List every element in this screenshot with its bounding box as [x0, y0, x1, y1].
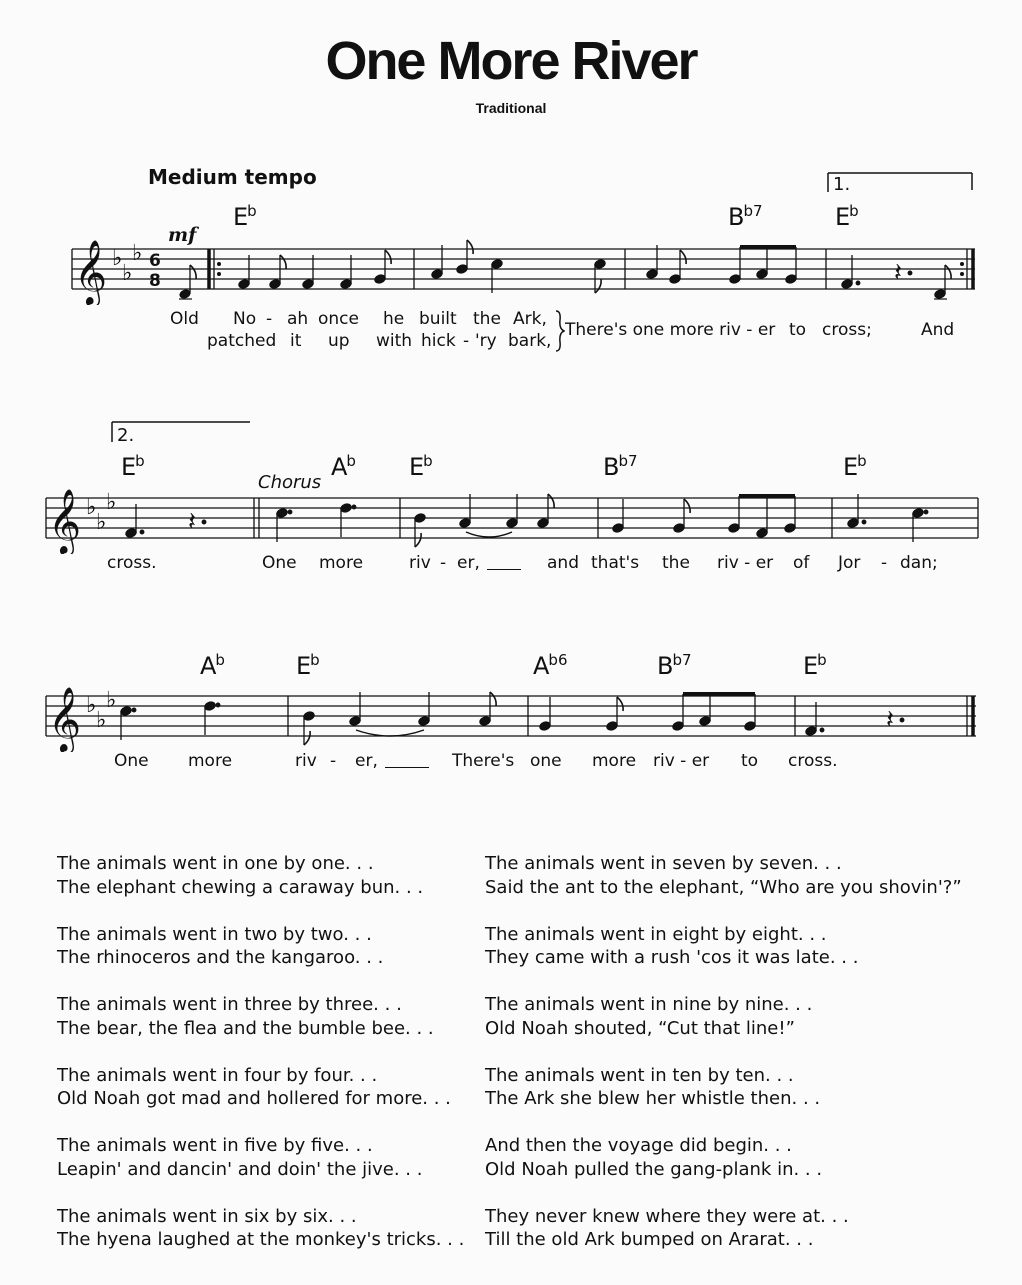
- verse-stanza: The animals went in five by five. . . Leapin' and dancin' and doin' the jive. . .: [57, 1135, 423, 1180]
- chord-symbol: $B^{b7}$: [728, 202, 763, 231]
- svg-text:♭: ♭: [86, 495, 97, 520]
- svg-text:♭: ♭: [86, 693, 97, 718]
- chord-symbol: $E^b$: [296, 651, 320, 680]
- verse-stanza: The animals went in one by one. . . The elephant chewing a caraway bun. . .: [57, 853, 424, 898]
- chord-symbol: $E^b$: [843, 452, 867, 481]
- svg-text:♭: ♭: [122, 261, 133, 286]
- chord-symbol: $A^{b6}$: [533, 651, 568, 680]
- svg-text:𝄽: 𝄽: [886, 705, 894, 735]
- verse-stanza: They never knew where they were at. . . Till the old Ark bumped on Ararat. . .: [485, 1205, 849, 1250]
- verse-stanza: The animals went in six by six. . . The hyena laughed at the monkey's tricks. . .: [57, 1205, 465, 1250]
- chord-symbol: $E^b$: [835, 202, 859, 231]
- svg-text:♭: ♭: [96, 708, 107, 733]
- svg-text:𝄽: 𝄽: [894, 258, 902, 288]
- song-title: One More River: [325, 31, 697, 91]
- melisma-line: [385, 767, 429, 768]
- second-ending-bracket: [0, 416, 300, 446]
- chord-symbol: $E^b$: [233, 202, 257, 231]
- svg-text:♭: ♭: [106, 490, 117, 515]
- verses-right-column: [485, 852, 985, 1275]
- chord-symbol: $B^{b7}$: [603, 452, 638, 481]
- svg-text:𝄞: 𝄞: [74, 240, 108, 305]
- staff-system-3: [0, 672, 1022, 752]
- brace-icon: [553, 309, 565, 353]
- melisma-line: [487, 569, 521, 570]
- tempo-marking: Medium tempo: [148, 165, 317, 189]
- svg-text:♭: ♭: [96, 510, 107, 535]
- verse-stanza: The animals went in four by four. . . Old Noah got mad and hollered for more. . .: [57, 1064, 451, 1109]
- svg-text:♭: ♭: [112, 246, 123, 271]
- chord-symbol: $B^{b7}$: [657, 651, 692, 680]
- svg-text:6: 6: [149, 251, 161, 271]
- verse-stanza: The animals went in seven by seven. . . Said the ant to the elephant, “Who are you shovin'?”: [485, 853, 962, 898]
- chord-symbol: $A^b$: [331, 452, 356, 481]
- svg-text:𝄽: 𝄽: [188, 507, 196, 537]
- verse-stanza: The animals went in ten by ten. . . The Ark she blew her whistle then. . .: [485, 1064, 821, 1109]
- svg-text:8: 8: [149, 271, 161, 291]
- svg-text:𝄞: 𝄞: [48, 489, 82, 554]
- svg-text:♭: ♭: [106, 688, 117, 713]
- first-ending-label: 1.: [833, 174, 851, 195]
- verse-stanza: The animals went in nine by nine. . . Old Noah shouted, “Cut that line!”: [485, 994, 813, 1039]
- chord-symbol: $A^b$: [200, 651, 225, 680]
- first-ending-bracket: [0, 168, 1022, 198]
- svg-text:𝄞: 𝄞: [48, 687, 82, 752]
- svg-text:♭: ♭: [132, 241, 143, 266]
- verses-left-column: [57, 852, 487, 1275]
- chord-symbol: $E^b$: [121, 452, 145, 481]
- verse-stanza: The animals went in eight by eight. . . They came with a rush 'cos it was late. . .: [485, 923, 859, 968]
- verse-stanza: The animals went in three by three. . . The bear, the flea and the bumble bee. . .: [57, 994, 434, 1039]
- composer-credit: Traditional: [475, 100, 547, 116]
- chord-symbol: $E^b$: [409, 452, 433, 481]
- chord-symbol: $E^b$: [803, 651, 827, 680]
- verse-stanza: The animals went in two by two. . . The rhinoceros and the kangaroo. . .: [57, 923, 384, 968]
- verse-stanza: And then the voyage did begin. . . Old Noah pulled the gang-plank in. . .: [485, 1135, 823, 1180]
- staff-system-1: [0, 225, 1022, 305]
- staff-system-2: [0, 474, 1022, 554]
- second-ending-label: 2.: [117, 425, 135, 446]
- dynamic-marking: mf: [168, 224, 197, 246]
- chorus-label: Chorus: [258, 472, 322, 493]
